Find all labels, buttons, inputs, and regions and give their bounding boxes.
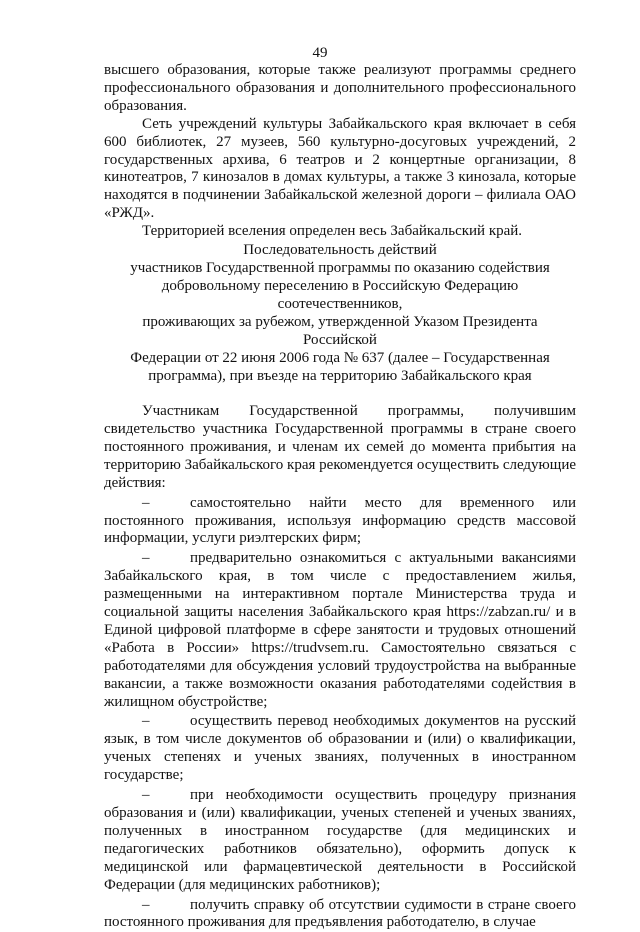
paragraph-continuation: высшего образования, которые также реализуют программы среднего профессионального образования и дополнительного профессионального образования. (104, 62, 576, 114)
heading-line: Последовательность действий (243, 242, 437, 259)
heading-line: Федерации от 22 июня 2006 года № 637 (далее – Государственная (130, 350, 550, 367)
heading-line: проживающих за рубежом, утвержденной Указом Президента Российской (142, 314, 538, 349)
page-content (104, 62, 576, 932)
page-number: 49 (312, 45, 328, 61)
list-item-text: при необходимости осуществить процедуру признания образования и (или) квалификации, ученых степеней и ученых званиях, полученных в иностранном государстве (для медицинских и педагогических работников обязательно), оформить допуск к медицинской или фармацевтической деятельности в Российской Федерации (для медицинских работников); (104, 787, 576, 893)
list-marker: – (142, 896, 150, 913)
list-item-text: получить справку об отсутствии судимости в стране своего постоянного проживания для предъявления работодателю, в случае (104, 896, 576, 931)
list-item (104, 550, 576, 711)
list-item (104, 713, 576, 785)
list-item (104, 495, 576, 549)
list-marker: – (142, 787, 150, 804)
paragraph-settlement-territory: Территорией вселения определен весь Забайкальский край. (142, 223, 523, 240)
heading-line: программа), при въезде на территорию Забайкальского края (148, 368, 532, 385)
section-heading (104, 241, 576, 385)
paragraph-intro: Участникам Государственной программы, получившим свидетельство участника Государственной программы в стране своего постоянного проживания, и членам их семей до момента прибытия на территорию Забайкальского края рекомендуется осуществить следующие действия: (104, 403, 576, 491)
heading-line: участников Государственной программы по оказанию содействия (130, 260, 550, 277)
list-item (104, 897, 576, 932)
list-item (104, 787, 576, 894)
list-item-text: самостоятельно найти место для временного или постоянного проживания, используя информацию средств массовой информации, услуги риэлтерских фирм; (104, 494, 576, 547)
list-marker: – (142, 550, 150, 567)
paragraph-culture-institutions: Сеть учреждений культуры Забайкальского края включает в себя 600 библиотек, 27 музеев, 560 культурно-досуговых учреждений, 2 государственных архива, 6 театров и 2 концертные организации, 8 кинотеатров, 7 кинозалов в домах культуры, а также 3 кинозала, которые находятся в подчинении Забайкальской железной дороги – филиала ОАО «РЖД». (104, 115, 576, 222)
list-marker: – (142, 713, 150, 730)
list-item-text: осуществить перевод необходимых документов на русский язык, в том числе документов об образовании и (или) о квалификации, ученых степенях и ученых званиях, полученных в иностранном государстве; (104, 713, 576, 784)
heading-line: добровольному переселению в Российскую Федерацию соотечественников, (161, 278, 519, 313)
list-marker: – (142, 494, 150, 511)
list-item-text: предварительно ознакомиться с актуальными вакансиями Забайкальского края, в том числе с предоставлением жилья, размещенными на интерактивном портале Министерства труда и социальной защиты населения Забайкальского края https://zabzan.ru/ и в Единой цифровой платформе в сфере занятости и трудовых отношений «Работа в России» https://trudvsem.ru. Самостоятельно связаться с работодателями для обсуждения условий трудоустройства на выбранные вакансии, а также возможности оказания работодателями содействия в жилищном обустройстве; (104, 550, 576, 710)
